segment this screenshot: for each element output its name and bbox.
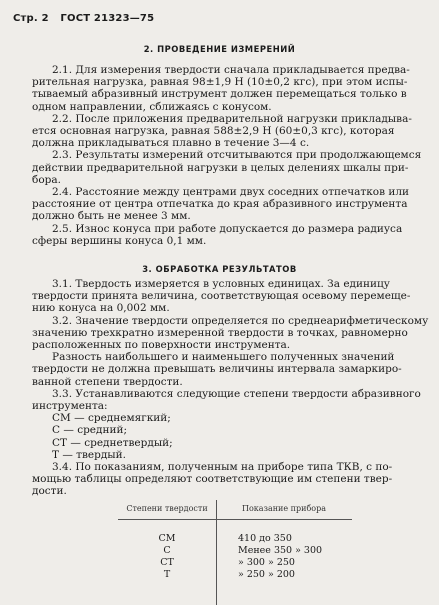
table-header	[118, 500, 352, 520]
text-line: значению трехкратно измеренной твердости в точках, равномерно	[32, 326, 408, 339]
text-line: бора.	[32, 173, 61, 186]
text-line: должна прикладываться плавно в течение 3—4 с.	[32, 137, 310, 150]
text-line: 2.4. Расстояние между центрами двух соседних отпечатков или	[52, 186, 410, 199]
text-line: 2.5. Износ конуса при работе допускается до размера радиуса	[52, 222, 403, 235]
table-body	[118, 520, 352, 581]
table-row	[118, 545, 352, 557]
standard-number: ГОСТ 21323—75	[60, 13, 155, 24]
text-line: расстояние от центра отпечатка до края абразивного инструмента	[32, 198, 408, 211]
text-line: 3.4. По показаниям, полученным на приборе типа ТКВ, с по-	[52, 461, 393, 474]
text-line: сферы вершины конуса 0,1 мм.	[32, 234, 207, 247]
text-line: твердости принята величина, соответствующая осевому перемеще-	[32, 290, 411, 303]
table-divider	[216, 500, 217, 605]
text-line: 3.1. Твердость измеряется в условных единицах. За единицу	[52, 278, 390, 290]
cell-grade: СТ	[160, 557, 174, 568]
text-line: должно быть не менее 3 мм.	[32, 210, 191, 223]
cell-grade: Т	[163, 569, 171, 580]
text-line: рительная нагрузка, равная 98±1,9 Н (10±0,2 кгс), при этом испы-	[32, 76, 408, 89]
text-line: действии предварительной нагрузки в целых делениях шкалы при-	[32, 161, 409, 174]
text-line: 2.1. Для измерения твердости сначала прикладывается предва-	[52, 64, 410, 76]
text-line: ется основная нагрузка, равная 588±2,9 Н (60±0,3 кгс), которая	[32, 125, 395, 138]
text-line: С — средний;	[52, 424, 128, 437]
text-line: ванной степени твердости.	[32, 375, 183, 388]
cell-grade: С	[163, 545, 171, 556]
section-body-results	[32, 278, 429, 498]
text-line: 3.3. Устанавливаются следующие степени твердости абразивного	[52, 387, 421, 400]
text-line: 3.2. Значение твердости определяется по среднеарифметическому	[52, 314, 429, 327]
text-line: нию конуса на 0,002 мм.	[32, 302, 170, 315]
cell-reading: » 250 » 200	[238, 569, 295, 580]
table-row	[118, 533, 352, 545]
text-line: инструмента:	[32, 400, 108, 413]
cell-reading: 410 до 350	[238, 533, 292, 544]
table-row	[118, 557, 352, 569]
text-line: Разность наибольшего и наименьшего полученных значений	[52, 351, 395, 364]
header-reading: Показание прибора	[242, 504, 326, 513]
text-line: Т — твердый.	[52, 448, 126, 461]
text-line: тываемый абразивный инструмент должен перемещаться только в	[32, 88, 407, 101]
hardness-table	[118, 500, 352, 581]
text-line: дости.	[32, 485, 67, 498]
section-body-measurements	[32, 64, 422, 247]
page-header	[13, 13, 154, 24]
table-row	[118, 569, 352, 581]
text-line: СМ — среднемягкий;	[52, 412, 171, 425]
text-line: 2.2. После приложения предварительной нагрузки прикладыва-	[52, 112, 412, 125]
cell-reading: Менее 350 » 300	[238, 545, 323, 556]
text-line: 2.3. Результаты измерений отсчитываются при продолжающемся	[52, 149, 422, 162]
section-title-results: 3. ОБРАБОТКА РЕЗУЛЬТАТОВ	[142, 264, 297, 274]
text-line: расположенных по поверхности инструмента.	[32, 339, 291, 352]
text-line: одном направлении, сближаясь с конусом.	[32, 100, 272, 113]
cell-reading: » 300 » 250	[238, 557, 295, 568]
text-line: СТ — среднетвердый;	[52, 436, 173, 449]
text-line: твердости не должна превышать величины интервала замаркиро-	[32, 363, 402, 376]
cell-grade: СМ	[158, 533, 176, 544]
page-number: Стр. 2	[13, 13, 49, 24]
section-title-measurements: 2. ПРОВЕДЕНИЕ ИЗМЕРЕНИЙ	[143, 44, 296, 54]
text-line: мощью таблицы определяют соответствующие им степени твер-	[32, 473, 393, 486]
header-grade: Степени твердости	[126, 504, 208, 513]
